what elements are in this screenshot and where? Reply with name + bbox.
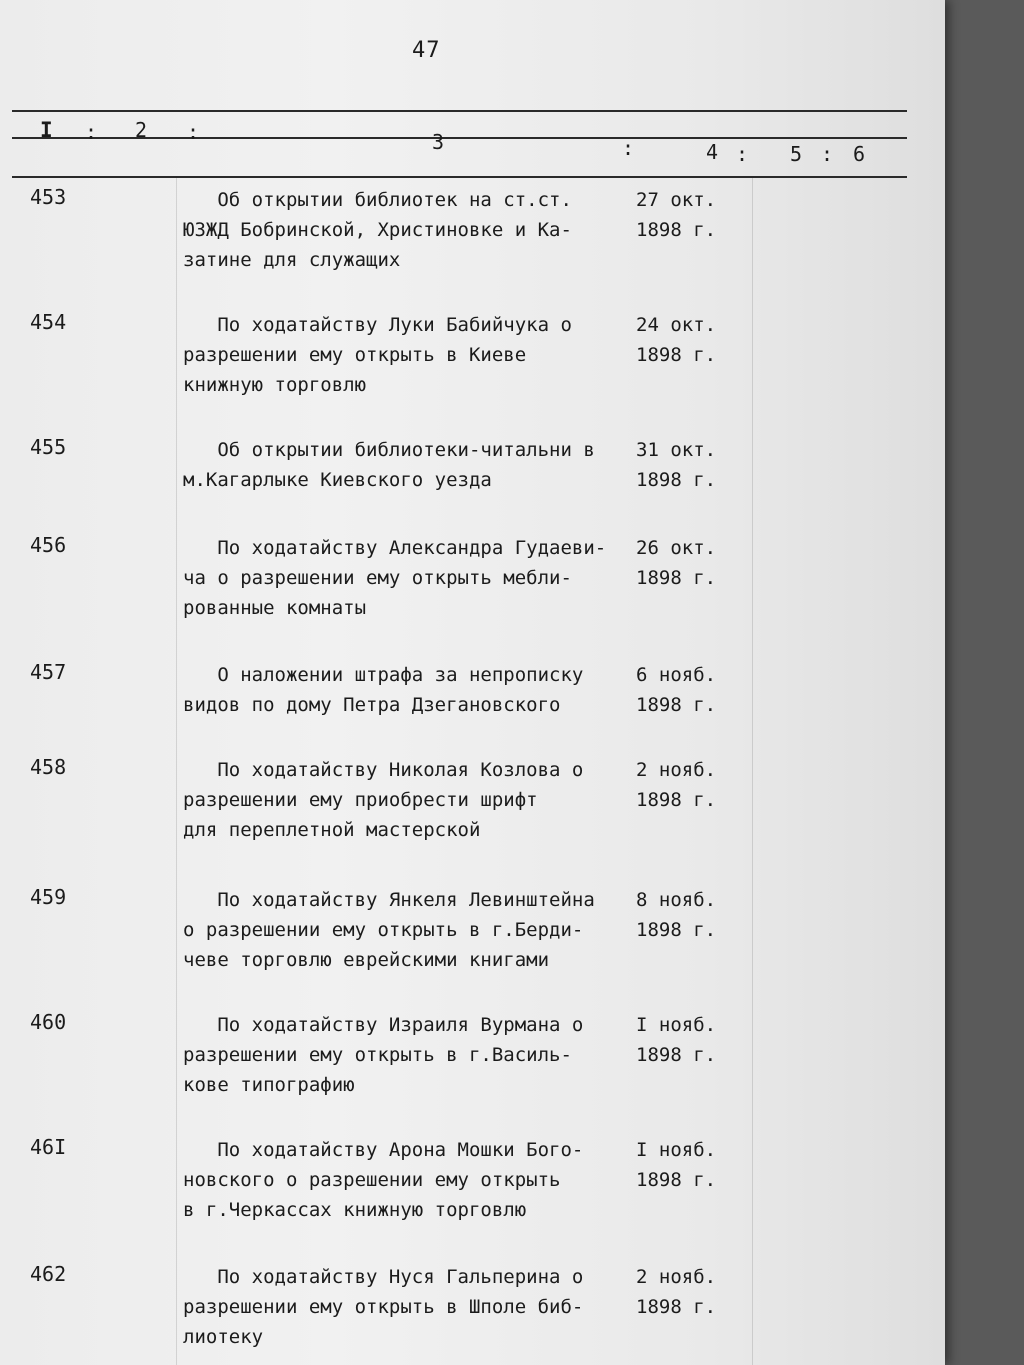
row-title: По ходатайству Израиля Вурмана о разрешении ему открыть в г.Василь- кове типографию xyxy=(183,1014,584,1096)
row-date: 31 окт. 1898 г. xyxy=(636,439,717,491)
row-title: Об открытии библиотеки-читальни в м.Кагарлыке Киевского уезда xyxy=(183,439,595,491)
row-date: 24 окт. 1898 г. xyxy=(636,314,717,366)
column-header-6: 6 xyxy=(853,142,866,166)
column-separator: : xyxy=(187,120,200,144)
column-separator: : xyxy=(821,142,834,166)
column-header-4: 4 xyxy=(706,140,719,164)
row-date: 27 окт. 1898 г. xyxy=(636,189,717,241)
row-title: По ходатайству Янкеля Левинштейна о разрешении ему открыть в г.Берди- чеве торговлю еврейскими книгами xyxy=(183,889,595,971)
row-number: 457 xyxy=(30,660,67,684)
header-top-rule xyxy=(12,110,907,112)
row-date: 2 нояб. 1898 г. xyxy=(636,759,717,811)
table-row xyxy=(0,435,945,545)
row-date: 8 нояб. 1898 г. xyxy=(636,889,717,941)
row-number: 459 xyxy=(30,885,67,909)
page-number: 47 xyxy=(412,38,441,63)
row-title: По ходатайству Николая Козлова о разрешении ему приобрести шрифт для переплетной мастерской xyxy=(183,759,584,841)
column-separator: : xyxy=(622,136,635,160)
row-number: 46I xyxy=(30,1135,67,1159)
column-header-1: I xyxy=(40,118,53,142)
row-title: По ходатайству Арона Мошки Бого- новского о разрешении ему открыть в г.Черкассах книжную торговлю xyxy=(183,1139,584,1221)
row-date: 26 окт. 1898 г. xyxy=(636,537,717,589)
column-header-5: 5 xyxy=(790,142,803,166)
column-header-2: 2 xyxy=(135,118,148,142)
row-date: I нояб. 1898 г. xyxy=(636,1014,717,1066)
row-number: 460 xyxy=(30,1010,67,1034)
row-number: 455 xyxy=(30,435,67,459)
column-header-3: 3 xyxy=(432,130,445,154)
table-row xyxy=(0,310,945,420)
row-title: По ходатайству Александра Гудаеви- ча о разрешении ему открыть мебли- рованные комнаты xyxy=(183,537,607,619)
table-row xyxy=(0,1135,945,1245)
table-row xyxy=(0,1262,945,1365)
row-number: 456 xyxy=(30,533,67,557)
row-number: 458 xyxy=(30,755,67,779)
row-date: I нояб. 1898 г. xyxy=(636,1139,717,1191)
table-row xyxy=(0,533,945,643)
column-separator: : xyxy=(736,142,749,166)
row-title: Об открытии библиотек на ст.ст. ЮЗЖД Бобринской, Христиновке и Ка- затине для служащих xyxy=(183,189,572,271)
row-title: По ходатайству Нуся Гальперина о разрешении ему открыть в Шполе биб- лиотеку xyxy=(183,1266,584,1348)
column-separator: : xyxy=(85,120,98,144)
table-row xyxy=(0,1010,945,1120)
row-number: 462 xyxy=(30,1262,67,1286)
table-row xyxy=(0,885,945,995)
row-date: 6 нояб. 1898 г. xyxy=(636,664,717,716)
table-row xyxy=(0,185,945,295)
row-number: 454 xyxy=(30,310,67,334)
row-date: 2 нояб. 1898 г. xyxy=(636,1266,717,1318)
table-row xyxy=(0,755,945,865)
table-row xyxy=(0,660,945,770)
row-title: По ходатайству Луки Бабийчука о разрешении ему открыть в Киеве книжную торговлю xyxy=(183,314,572,396)
header-bottom-rule xyxy=(12,176,907,178)
row-title: О наложении штрафа за непрописку видов по дому Петра Дзегановского xyxy=(183,664,584,716)
row-number: 453 xyxy=(30,185,67,209)
